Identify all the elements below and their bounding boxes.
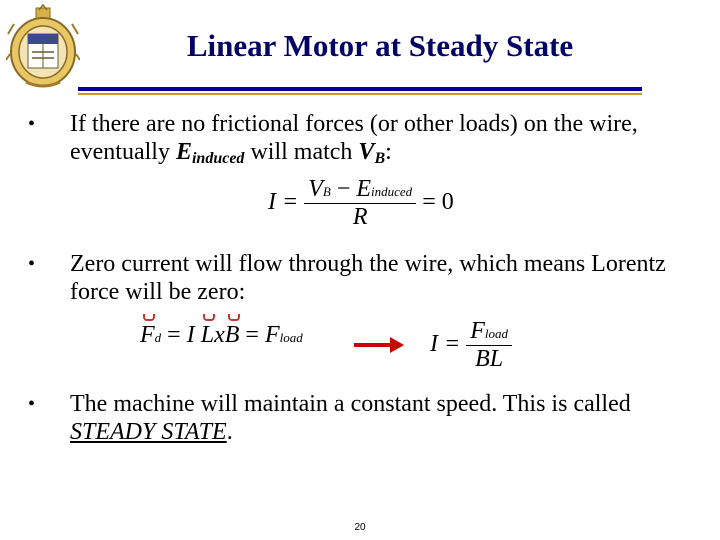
eq2-equals-1: = (161, 322, 187, 348)
bullet-dot: • (28, 393, 36, 415)
eq3-fraction (466, 318, 512, 373)
bullet-3-text (70, 390, 708, 446)
eq1-num-e: E (356, 176, 372, 202)
bullet-1-V-sub: B (374, 150, 386, 167)
equation-current-load (430, 318, 512, 373)
bullet-1-V: V (358, 139, 375, 165)
eq3-num-sub: load (484, 326, 508, 341)
eq1-num-v: V (308, 176, 323, 202)
eq1-rhs: = 0 (422, 189, 454, 216)
eq1-num-v-sub: B (322, 184, 331, 199)
bullet-1-text (70, 110, 708, 169)
eq3-lhs: I = (430, 331, 461, 358)
eq2-b: B (224, 322, 240, 348)
bullet-3-text-start: The machine will maintain a constant speed. This is called (70, 391, 631, 417)
eq2-x: x (214, 322, 225, 348)
bullet-3-text-end: . (226, 419, 233, 445)
eq2-fload: F (264, 322, 280, 348)
eq2-l: L (200, 322, 215, 348)
eq1-lhs: I = (268, 189, 299, 216)
eq3-numerator (466, 318, 512, 346)
naval-academy-crest-icon (6, 4, 80, 90)
eq1-denominator: R (352, 204, 368, 230)
eq2-fload-sub: load (279, 330, 303, 345)
bullet-1-text-start: If there are no frictional forces (or other loads) on the wire, eventually (70, 111, 638, 165)
eq1-numerator (304, 176, 416, 204)
title-rule-gold (78, 93, 642, 95)
eq2-f-sub: d (154, 330, 162, 345)
bullet-dot: • (28, 113, 36, 135)
slide-title: Linear Motor at Steady State (186, 28, 574, 63)
eq1-fraction (304, 176, 416, 231)
eq3-denominator: BL (475, 346, 504, 372)
bullet-dot: • (28, 253, 36, 275)
equation-lorentz-force (140, 322, 303, 349)
bullet-1-E-sub: induced (191, 150, 245, 167)
right-arrow-icon (354, 336, 404, 354)
bullet-2-text: Zero current will flow through the wire, which means Lorentz force will be zero: (70, 251, 666, 305)
eq1-num-minus: − (330, 176, 357, 202)
eq1-num-e-sub: induced (371, 184, 413, 199)
steady-state-emphasis: STEADY STATE (70, 419, 227, 445)
bullet-1-E: E (175, 139, 192, 165)
eq3-num-f: F (470, 318, 485, 344)
eq2-f: F (140, 322, 155, 348)
eq2-i: I (186, 322, 195, 348)
page-number: 20 (354, 522, 366, 533)
bullet-1-text-end: : (385, 139, 392, 165)
title-rule-blue (78, 87, 642, 91)
bullet-1-text-mid: will match (244, 139, 359, 165)
equation-current-zero (268, 176, 454, 231)
eq2-equals-2: = (239, 322, 265, 348)
